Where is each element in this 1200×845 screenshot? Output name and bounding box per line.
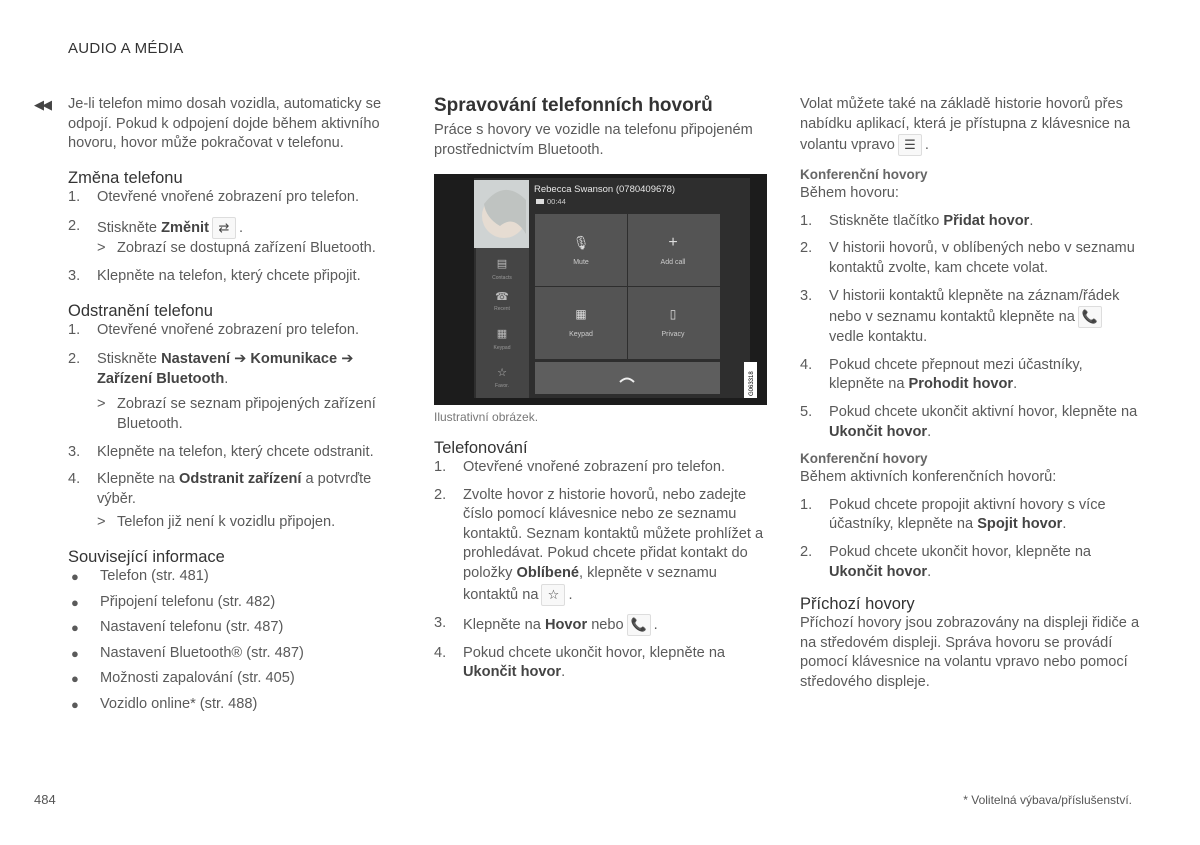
heading-change-phone: Změna telefonu	[68, 168, 183, 187]
tile-icon: ▦	[575, 307, 587, 321]
related-link[interactable]: ● Telefon (str. 481)	[71, 567, 209, 584]
phone-icon: 📞	[627, 614, 651, 636]
remove-phone-section	[34, 301, 394, 533]
column-2	[434, 95, 769, 160]
step: 1. Stiskněte tlačítko Přidat hovor.	[800, 212, 1034, 229]
step: 2. Stiskněte Změnit ⇄ .	[68, 217, 394, 239]
step: 1. Pokud chcete propojit aktivní hovory s více účastníky, klepněte na Spojit hovor.	[800, 496, 1106, 533]
result: > Zobrazí se seznam připojených zařízení Bluetooth.	[97, 396, 376, 432]
continuation-marker: ◀◀	[34, 97, 50, 112]
step: 1. Otevřené vnořené zobrazení pro telefon.	[68, 321, 360, 338]
intro-text: Práce s hovory ve vozidle na telefonu připojeném prostřednictvím Bluetooth.	[434, 122, 753, 158]
side-label: Recent	[494, 306, 510, 312]
column-3	[800, 95, 1140, 692]
intro-text: Volat můžete také na základě historie hovorů přes nabídku aplikací, která je přístupna z klávesnice na volantu vpravo ☰ .	[800, 95, 1140, 156]
incoming-section	[800, 594, 1140, 692]
related-link[interactable]: ● Vozidlo online* (str. 488)	[71, 695, 258, 712]
related-link[interactable]: ● Nastavení telefonu (str. 487)	[71, 619, 284, 636]
side-label: Keypad	[493, 345, 511, 351]
tile-icon: 🎙	[572, 235, 590, 250]
tile-label: Privacy	[661, 331, 685, 338]
side-label: Contacts	[492, 275, 512, 281]
related-info-section	[34, 547, 394, 715]
related-link[interactable]: ● Možnosti zapalování (str. 405)	[71, 670, 295, 687]
phone-icon: 📞	[1078, 306, 1102, 328]
heading-conference: Konferenční hovory	[800, 167, 928, 183]
heading-conference: Konferenční hovory	[800, 451, 928, 467]
step: 5. Pokud chcete ukončit aktivní hovor, klepněte na Ukončit hovor.	[800, 403, 1138, 440]
heading-incoming: Příchozí hovory	[800, 595, 915, 614]
step: 4. Pokud chcete přepnout mezi účastníky, klepněte na Prohodit hovor.	[800, 356, 1083, 393]
step: 1. Otevřené vnořené zobrazení pro telefon.	[68, 188, 360, 205]
image-id: G063318	[749, 371, 755, 396]
calling-section	[434, 438, 769, 683]
step: 3. Klepněte na telefon, který chcete připojit.	[68, 267, 361, 284]
side-label: ☆	[497, 367, 507, 379]
lead-text: Během hovoru:	[800, 185, 899, 202]
change-phone-icon: ⇄	[212, 217, 236, 239]
screen-illustration	[434, 174, 767, 405]
step: 4. Klepněte na Odstranit zařízení a potvrďte výběr.	[68, 471, 372, 507]
menu-icon: ☰	[898, 134, 922, 156]
heading-related-info: Související informace	[68, 547, 225, 566]
call-duration: 00:44	[547, 197, 566, 206]
conference-section-1	[800, 166, 1140, 442]
caller-name: Rebecca Swanson (0780409678)	[534, 184, 676, 195]
lead-text: Během aktivních konferenčních hovorů:	[800, 469, 1057, 486]
step: 2. Zvolte hovor z historie hovorů, nebo zadejte číslo pomocí klávesnice nebo ze seznamu kontaktů. Seznam kontaktů můžete prohlížet a prohledávat. Pokud chcete přidat kontakt do položky Oblíbené, klepněte v seznamu kontaktů na ☆ .	[434, 486, 769, 606]
tile-label: Keypad	[569, 331, 593, 338]
intro-text: Je-li telefon mimo dosah vozidla, automaticky se odpojí. Pokud k odpojení dojde během aktivního hovoru, hovor může pokračovat v telefonu.	[68, 96, 382, 152]
tile-label: Mute	[573, 259, 589, 266]
heading-calling: Telefonování	[434, 439, 528, 457]
section-title: AUDIO A MÉDIA	[68, 40, 184, 57]
side-label: ▦	[496, 328, 508, 340]
page-number: 484	[34, 792, 56, 807]
step: 3. V historii kontaktů klepněte na záznam/řádek nebo v seznamu kontaktů klepněte na 📞 vedle kontaktu.	[800, 287, 1120, 346]
tile-icon: ▯	[669, 307, 677, 321]
step: 3. Klepněte na Hovor nebo 📞 .	[434, 614, 769, 636]
incoming-text: Příchozí hovory jsou zobrazovány na displeji řidiče a na středovém displeji. Správa hovoru se provádí pomocí klávesnice na volantu vpravo nebo pomocí středového displeje.	[800, 615, 1140, 690]
heading-call-management: Spravování telefonních hovorů	[434, 95, 713, 116]
star-icon: ☆	[541, 584, 565, 606]
conference-section-2	[800, 450, 1140, 582]
change-phone-section	[34, 168, 394, 287]
footnote: * Volitelná výbava/příslušenství.	[963, 793, 1132, 807]
result: > Zobrazí se dostupná zařízení Bluetooth.	[97, 240, 376, 257]
side-label: ▤	[496, 258, 508, 270]
step: 1. Otevřené vnořené zobrazení pro telefon.	[434, 459, 726, 475]
step: 4. Pokud chcete ukončit hovor, klepněte na Ukončit hovor.	[434, 644, 726, 681]
step: 2. V historii hovorů, v oblíbených nebo v seznamu kontaktů zvolte, kam chcete volat.	[800, 240, 1135, 276]
side-label: ☎	[495, 291, 509, 303]
tile-label: Add call	[660, 259, 686, 266]
related-link[interactable]: ● Nastavení Bluetooth® (str. 487)	[71, 644, 304, 661]
image-caption: Ilustrativní obrázek.	[434, 410, 539, 424]
heading-remove-phone: Odstranění telefonu	[68, 301, 213, 320]
step: 2. Stiskněte Nastavení ➔ Komunikace ➔ Zařízení Bluetooth.	[68, 351, 354, 387]
tile-icon: +	[668, 234, 678, 251]
column-1	[34, 95, 394, 714]
step: 2. Pokud chcete ukončit hovor, klepněte na Ukončit hovor.	[800, 543, 1092, 580]
side-label: Favor.	[495, 383, 509, 389]
related-link[interactable]: ● Připojení telefonu (str. 482)	[71, 593, 276, 610]
result: > Telefon již není k vozidlu připojen.	[97, 514, 336, 531]
step: 3. Klepněte na telefon, který chcete odstranit.	[68, 443, 374, 460]
